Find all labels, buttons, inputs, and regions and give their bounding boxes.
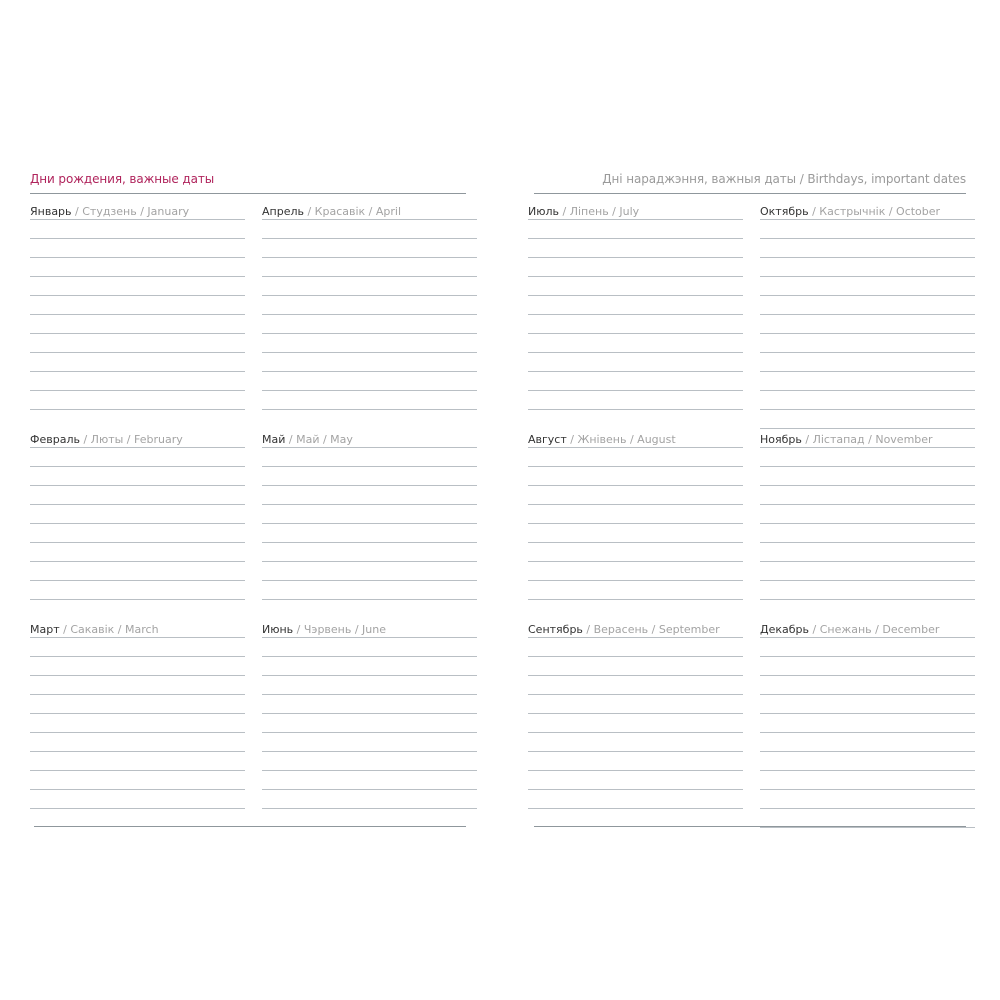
month-block-march — [30, 623, 245, 813]
writing-line — [30, 466, 245, 467]
writing-line — [262, 314, 477, 315]
writing-line — [30, 808, 245, 809]
right-page-title: Дні нараджэння, важныя даты / Birthdays, important dates — [602, 172, 966, 186]
left-page-title: Дни рождения, важные даты — [30, 172, 215, 186]
month-block-january — [30, 205, 245, 415]
writing-line — [760, 447, 975, 448]
month-name-ru: Февраль — [30, 433, 80, 446]
writing-line — [760, 599, 975, 600]
month-name-ru: Август — [528, 433, 567, 446]
month-label — [262, 205, 401, 218]
writing-line — [528, 238, 743, 239]
month-block-december — [760, 623, 975, 827]
writing-line — [30, 409, 245, 410]
month-name-ru: Декабрь — [760, 623, 809, 636]
writing-line — [528, 352, 743, 353]
writing-line — [262, 580, 477, 581]
writing-line — [262, 504, 477, 505]
month-label — [528, 623, 720, 636]
writing-line — [30, 219, 245, 220]
month-label — [30, 623, 159, 636]
writing-line — [30, 238, 245, 239]
month-block-september — [528, 623, 743, 813]
writing-line — [262, 219, 477, 220]
writing-line — [528, 371, 743, 372]
writing-line — [528, 295, 743, 296]
writing-line — [760, 314, 975, 315]
writing-line — [760, 808, 975, 809]
writing-line — [30, 751, 245, 752]
writing-line — [30, 447, 245, 448]
writing-line — [760, 371, 975, 372]
month-block-may — [262, 433, 477, 605]
month-block-june — [262, 623, 477, 813]
writing-line — [262, 523, 477, 524]
writing-line — [760, 352, 975, 353]
writing-line — [760, 333, 975, 334]
month-block-april — [262, 205, 477, 415]
writing-line — [262, 333, 477, 334]
writing-line — [760, 390, 975, 391]
writing-line — [760, 637, 975, 638]
writing-line — [528, 713, 743, 714]
month-name-translations: / Верасень / September — [582, 623, 720, 636]
writing-line — [760, 219, 975, 220]
writing-line — [262, 257, 477, 258]
writing-line — [760, 542, 975, 543]
writing-line — [760, 428, 975, 429]
writing-line — [760, 694, 975, 695]
writing-line — [528, 333, 743, 334]
writing-line — [760, 523, 975, 524]
left-title-rule — [30, 193, 466, 194]
right-title-rule — [534, 193, 966, 194]
writing-line — [760, 656, 975, 657]
writing-line — [262, 542, 477, 543]
writing-line — [30, 257, 245, 258]
writing-line — [262, 466, 477, 467]
month-name-translations: / Люты / February — [79, 433, 183, 446]
left-bottom-rule — [34, 826, 466, 827]
writing-line — [30, 485, 245, 486]
month-name-ru: Июнь — [262, 623, 294, 636]
writing-line — [760, 276, 975, 277]
writing-line — [528, 485, 743, 486]
writing-line — [262, 390, 477, 391]
month-block-october — [760, 205, 975, 433]
month-block-august — [528, 433, 743, 605]
month-block-november — [760, 433, 975, 605]
month-name-translations: / Ліпень / July — [559, 205, 640, 218]
writing-line — [528, 770, 743, 771]
writing-line — [528, 789, 743, 790]
month-name-translations: / Кастрычнік / October — [808, 205, 941, 218]
writing-line — [528, 523, 743, 524]
writing-line — [262, 751, 477, 752]
writing-line — [528, 504, 743, 505]
writing-line — [30, 637, 245, 638]
writing-line — [760, 675, 975, 676]
writing-line — [760, 485, 975, 486]
month-name-translations: / Красавік / April — [303, 205, 402, 218]
right-page — [500, 0, 1000, 1000]
writing-line — [30, 694, 245, 695]
writing-line — [760, 732, 975, 733]
writing-line — [528, 314, 743, 315]
writing-line — [528, 447, 743, 448]
writing-line — [30, 770, 245, 771]
month-name-ru: Ноябрь — [760, 433, 802, 446]
writing-line — [528, 561, 743, 562]
month-name-translations: / Чэрвень / June — [293, 623, 387, 636]
month-block-july — [528, 205, 743, 415]
writing-line — [262, 656, 477, 657]
writing-line — [760, 409, 975, 410]
writing-line — [30, 542, 245, 543]
writing-line — [262, 732, 477, 733]
writing-line — [262, 409, 477, 410]
writing-line — [760, 295, 975, 296]
writing-line — [30, 314, 245, 315]
writing-line — [528, 409, 743, 410]
writing-line — [760, 238, 975, 239]
month-name-translations: / Снежань / December — [809, 623, 940, 636]
month-label — [30, 205, 189, 218]
writing-line — [30, 675, 245, 676]
month-name-translations: / Жнівень / August — [566, 433, 676, 446]
writing-line — [30, 523, 245, 524]
writing-line — [760, 561, 975, 562]
month-name-ru: Март — [30, 623, 60, 636]
writing-line — [760, 770, 975, 771]
writing-line — [30, 352, 245, 353]
writing-line — [262, 675, 477, 676]
writing-line — [760, 257, 975, 258]
writing-line — [262, 485, 477, 486]
writing-line — [30, 504, 245, 505]
writing-line — [760, 580, 975, 581]
writing-line — [528, 599, 743, 600]
month-name-ru: Сентябрь — [528, 623, 583, 636]
writing-line — [262, 694, 477, 695]
month-name-translations: / Сакавік / March — [59, 623, 159, 636]
writing-line — [528, 390, 743, 391]
writing-line — [262, 561, 477, 562]
writing-line — [30, 390, 245, 391]
month-label — [30, 433, 183, 446]
writing-line — [528, 656, 743, 657]
writing-line — [528, 257, 743, 258]
month-name-translations: / Май / May — [285, 433, 353, 446]
writing-line — [760, 827, 975, 828]
month-name-translations: / Студзень / January — [71, 205, 190, 218]
writing-line — [528, 542, 743, 543]
writing-line — [262, 599, 477, 600]
month-label — [760, 623, 939, 636]
writing-line — [30, 371, 245, 372]
writing-line — [528, 276, 743, 277]
writing-line — [528, 219, 743, 220]
writing-line — [262, 276, 477, 277]
writing-line — [30, 295, 245, 296]
writing-line — [528, 694, 743, 695]
writing-line — [262, 713, 477, 714]
month-label — [760, 433, 933, 446]
writing-line — [760, 789, 975, 790]
writing-line — [528, 637, 743, 638]
month-label — [262, 623, 386, 636]
writing-line — [528, 675, 743, 676]
writing-line — [262, 238, 477, 239]
writing-line — [30, 789, 245, 790]
writing-line — [262, 789, 477, 790]
month-name-ru: Январь — [30, 205, 72, 218]
month-label — [528, 205, 639, 218]
writing-line — [760, 466, 975, 467]
writing-line — [30, 713, 245, 714]
writing-line — [30, 599, 245, 600]
writing-line — [528, 580, 743, 581]
writing-line — [760, 713, 975, 714]
writing-line — [760, 504, 975, 505]
writing-line — [262, 352, 477, 353]
writing-line — [760, 751, 975, 752]
month-label — [262, 433, 353, 446]
writing-line — [30, 333, 245, 334]
right-bottom-rule — [534, 826, 966, 827]
writing-line — [30, 276, 245, 277]
writing-line — [262, 808, 477, 809]
writing-line — [30, 561, 245, 562]
writing-line — [262, 371, 477, 372]
month-name-ru: Июль — [528, 205, 560, 218]
writing-line — [528, 732, 743, 733]
writing-line — [262, 447, 477, 448]
month-name-translations: / Лістапад / November — [801, 433, 933, 446]
month-name-ru: Май — [262, 433, 286, 446]
month-label — [760, 205, 940, 218]
month-block-february — [30, 433, 245, 605]
writing-line — [262, 770, 477, 771]
month-name-ru: Апрель — [262, 205, 304, 218]
writing-line — [262, 295, 477, 296]
month-name-ru: Октябрь — [760, 205, 809, 218]
writing-line — [30, 656, 245, 657]
writing-line — [262, 637, 477, 638]
writing-line — [30, 580, 245, 581]
writing-line — [528, 751, 743, 752]
writing-line — [528, 808, 743, 809]
writing-line — [528, 466, 743, 467]
month-label — [528, 433, 676, 446]
writing-line — [30, 732, 245, 733]
